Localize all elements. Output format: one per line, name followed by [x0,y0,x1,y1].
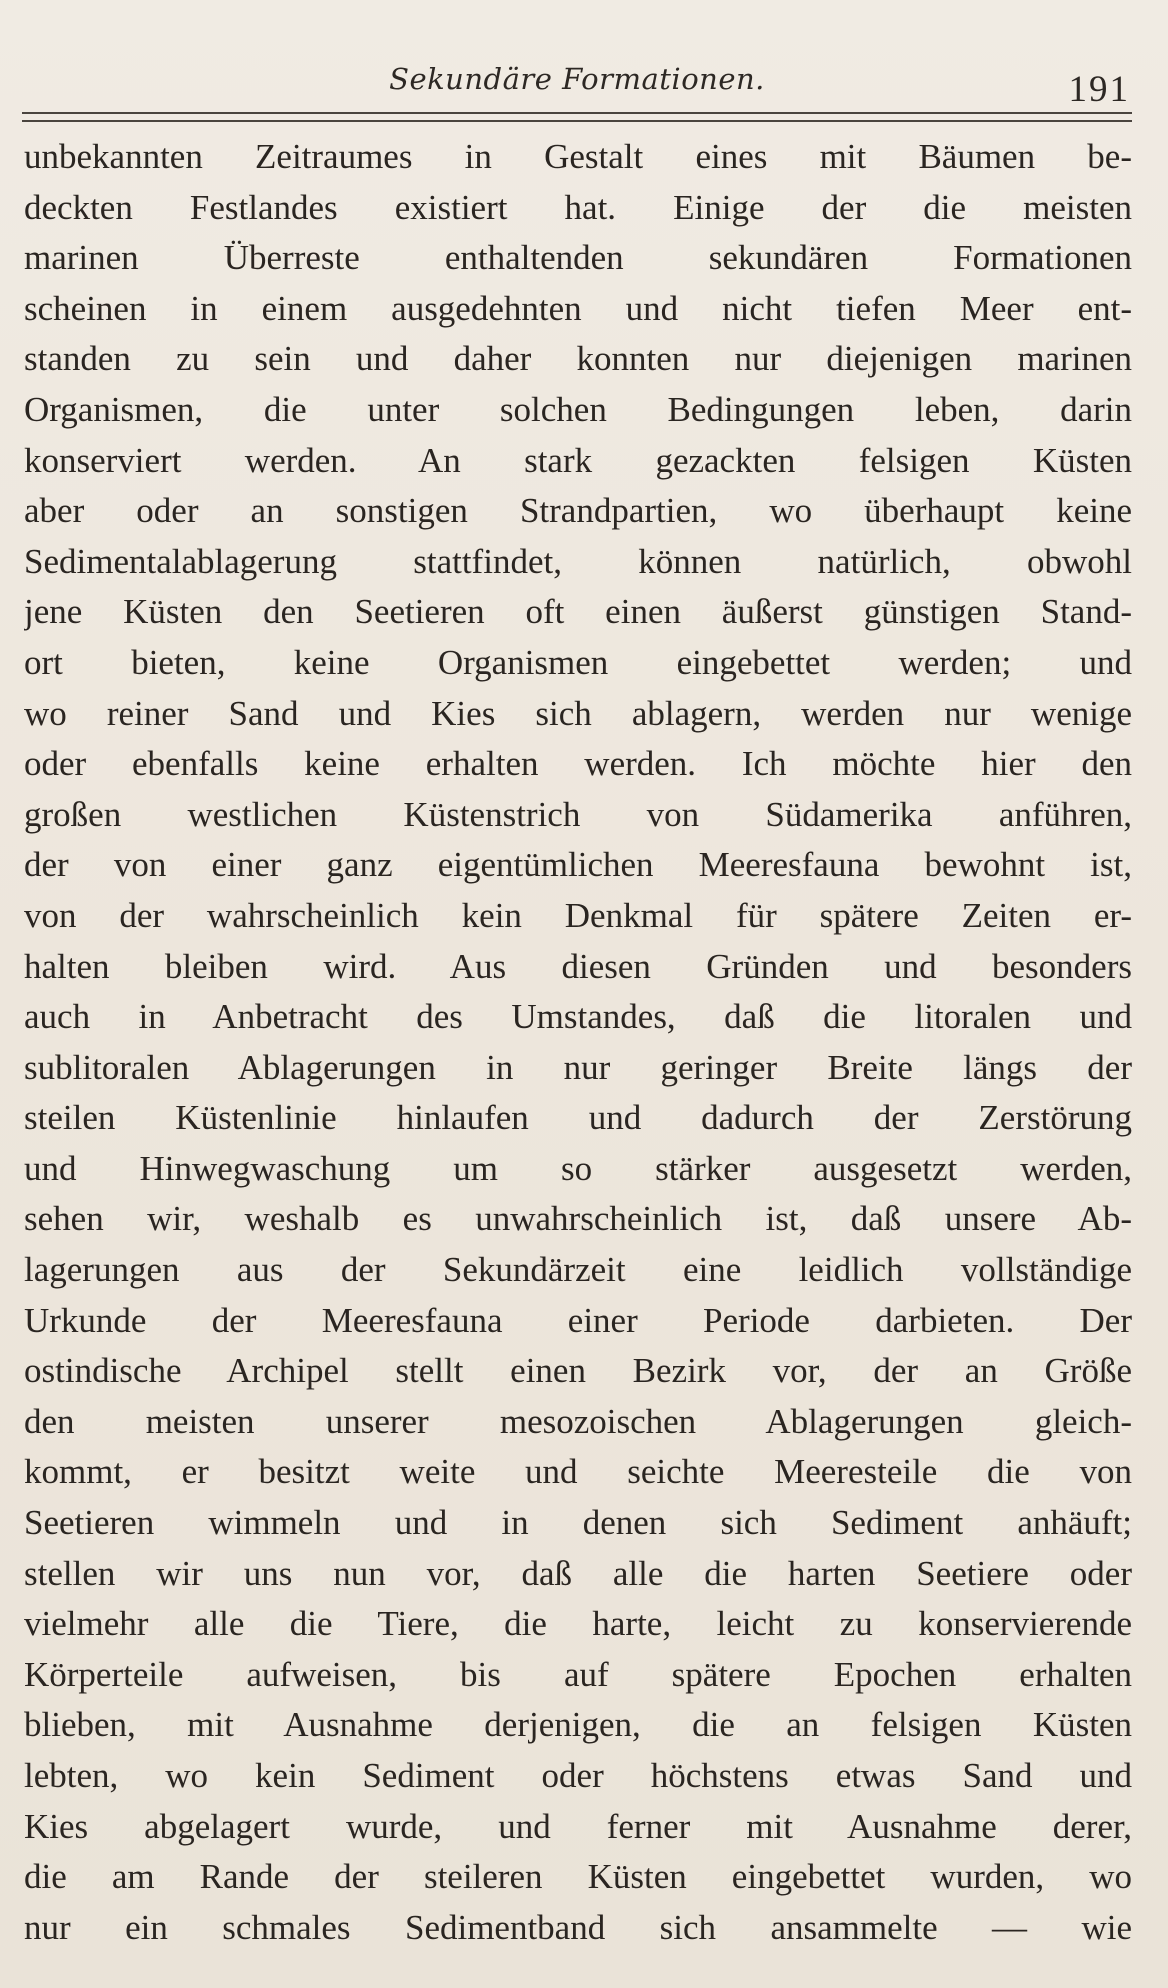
text-line: aber oder an sonstigen Strandpartien, wo überhaupt keine [24,491,1132,531]
text-line: und Hinwegwaschung um so stärker ausgesetzt werden, [24,1148,1132,1188]
text-line: wo reiner Sand und Kies sich ablagern, werden nur wenige [24,693,1132,733]
text-line: Sedimentalablagerung stattfindet, können natürlich, obwohl [24,541,1132,581]
text-line: steilen Küstenlinie hinlaufen und dadurch der Zerstörung [24,1098,1132,1138]
text-line: lagerungen aus der Sekundärzeit eine leidlich vollständige [24,1250,1132,1290]
text-line: blieben, mit Ausnahme derjenigen, die an felsigen Küsten [24,1705,1132,1745]
text-line: standen zu sein und daher konnten nur diejenigen marinen [24,339,1132,379]
text-line: die am Rande der steileren Küsten eingebettet wurden, wo [24,1857,1132,1897]
text-line: auch in Anbetracht des Umstandes, daß die litoralen und [24,997,1132,1037]
text-line: ostindische Archipel stellt einen Bezirk vor, der an Größe [24,1351,1132,1391]
running-title: Sekundäre Formationen. [389,62,765,96]
text-line: deckten Festlandes existiert hat. Einige der die meisten [24,187,1132,227]
text-line: vielmehr alle die Tiere, die harte, leicht zu konservierende [24,1604,1132,1644]
text-line: scheinen in einem ausgedehnten und nicht tiefen Meer ent- [24,288,1132,328]
page-number: 191 [1068,69,1130,110]
text-line: sublitoralen Ablagerungen in nur geringer Breite längs der [24,1047,1132,1087]
text-line: sehen wir, weshalb es unwahrscheinlich ist, daß unsere Ab- [24,1199,1132,1239]
text-line: ort bieten, keine Organismen eingebettet werden; und [24,642,1132,682]
text-line: den meisten unserer mesozoischen Ablagerungen gleich- [24,1401,1132,1441]
text-line: konserviert werden. An stark gezackten felsigen Küsten [24,440,1132,480]
page-header [22,52,1132,112]
text-line: jene Küsten den Seetieren oft einen äußerst günstigen Stand- [24,592,1132,632]
text-line: unbekannten Zeitraumes in Gestalt eines mit Bäumen be- [24,137,1132,176]
text-line: der von einer ganz eigentümlichen Meeresfauna bewohnt ist, [24,845,1132,885]
text-line: Seetieren wimmeln und in denen sich Sediment anhäuft; [24,1503,1132,1543]
text-line: kommt, er besitzt weite und seichte Meeresteile die von [24,1452,1132,1492]
text-line: Urkunde der Meeresfauna einer Periode darbieten. Der [24,1300,1132,1340]
body-text [24,132,1132,1953]
text-line: oder ebenfalls keine erhalten werden. Ich möchte hier den [24,744,1132,784]
text-line: Kies abgelagert wurde, und ferner mit Ausnahme derer, [24,1806,1132,1846]
header-rule-top [22,112,1132,114]
text-line: stellen wir uns nun vor, daß alle die harten Seetiere oder [24,1553,1132,1593]
header-rule-bottom [22,120,1132,122]
text-line: großen westlichen Küstenstrich von Südamerika anführen, [24,794,1132,834]
text-line: halten bleiben wird. Aus diesen Gründen und besonders [24,946,1132,986]
text-line: Körperteile aufweisen, bis auf spätere Epochen erhalten [24,1654,1132,1694]
text-line: marinen Überreste enthaltenden sekundären Formationen [24,238,1132,278]
text-line: nur ein schmales Sedimentband sich ansammelte — wie [24,1907,1132,1947]
text-line: Organismen, die unter solchen Bedingungen leben, darin [24,389,1132,429]
text-line: lebten, wo kein Sediment oder höchstens etwas Sand und [24,1756,1132,1795]
text-line: von der wahrscheinlich kein Denkmal für spätere Zeiten er- [24,895,1132,935]
